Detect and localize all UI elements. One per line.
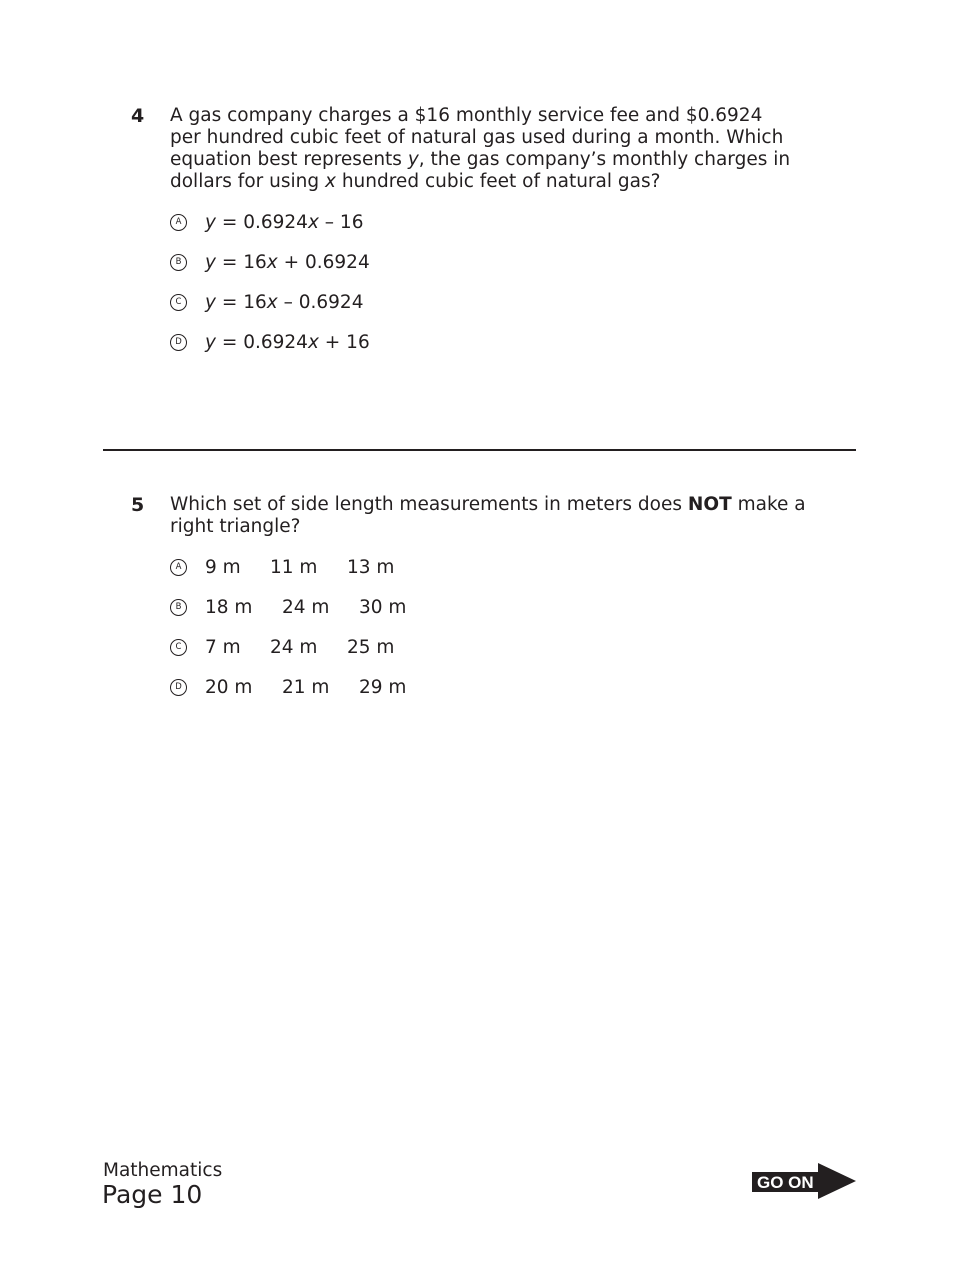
side-length-2: 21 m <box>282 676 330 698</box>
option-equation <box>205 332 370 353</box>
answer-option-4c[interactable] <box>170 291 363 313</box>
equation-part: – 0.6924 <box>277 291 364 313</box>
stem-text: make a <box>731 494 806 515</box>
stem-line <box>170 149 790 171</box>
question-stem <box>170 494 806 538</box>
option-equation <box>205 252 370 273</box>
variable-x: x <box>307 211 319 233</box>
answer-option-5a[interactable] <box>170 556 394 578</box>
variable-y: y <box>205 211 216 233</box>
stem-line: A gas company charges a $16 monthly service fee and $0.6924 <box>170 105 763 126</box>
answer-option-5c[interactable] <box>170 636 394 658</box>
equation-part: + 16 <box>318 331 370 353</box>
side-length-3: 25 m <box>347 636 395 658</box>
option-equation <box>205 292 363 313</box>
option-text <box>205 557 394 578</box>
footer-subject: Mathematics <box>103 1160 223 1181</box>
answer-bubble[interactable]: B <box>170 599 187 616</box>
variable-y: y <box>205 291 216 313</box>
answer-option-4d[interactable] <box>170 331 370 353</box>
question-number: 5 <box>131 494 145 516</box>
question-number: 4 <box>131 105 145 127</box>
equation-part: + 0.6924 <box>277 251 370 273</box>
stem-line: per hundred cubic feet of natural gas used during a month. Which <box>170 127 784 148</box>
variable-x: x <box>307 331 319 353</box>
equation-part: = 0.6924 <box>215 211 308 233</box>
stem-line <box>170 171 790 193</box>
stem-text: , the gas company’s monthly charges in <box>418 149 791 170</box>
answer-bubble[interactable]: A <box>170 214 187 231</box>
equation-part: = 16 <box>215 251 267 273</box>
side-length-3: 30 m <box>359 596 407 618</box>
variable-x: x <box>266 251 278 273</box>
side-length-2: 24 m <box>282 596 330 618</box>
answer-option-5d[interactable] <box>170 676 406 698</box>
question-stem <box>170 105 790 193</box>
section-divider <box>103 449 856 451</box>
side-length-1: 20 m <box>205 676 253 698</box>
side-length-2: 24 m <box>270 636 318 658</box>
option-text <box>205 597 406 618</box>
answer-bubble[interactable]: A <box>170 559 187 576</box>
stem-text: Which set of side length measurements in meters does <box>170 494 688 515</box>
answer-option-4b[interactable] <box>170 251 370 273</box>
option-equation <box>205 212 363 233</box>
go-on-button[interactable] <box>752 1163 856 1199</box>
answer-bubble[interactable]: B <box>170 254 187 271</box>
side-length-3: 29 m <box>359 676 407 698</box>
answer-bubble[interactable]: D <box>170 334 187 351</box>
answer-bubble[interactable]: C <box>170 639 187 656</box>
variable-x: x <box>324 171 336 192</box>
equation-part: = 0.6924 <box>215 331 308 353</box>
side-length-1: 9 m <box>205 556 241 578</box>
stem-text: equation best represents <box>170 149 408 170</box>
option-text <box>205 677 406 698</box>
emphasis-not: NOT <box>687 494 732 515</box>
go-on-arrow-icon <box>752 1163 856 1199</box>
variable-y: y <box>205 331 216 353</box>
side-length-3: 13 m <box>347 556 395 578</box>
go-on-label: GO ON <box>757 1173 814 1192</box>
stem-line <box>170 494 806 516</box>
equation-part: = 16 <box>215 291 267 313</box>
stem-text: hundred cubic feet of natural gas? <box>335 171 661 192</box>
equation-part: – 16 <box>318 211 364 233</box>
stem-text: dollars for using <box>170 171 325 192</box>
side-length-1: 7 m <box>205 636 241 658</box>
variable-x: x <box>266 291 278 313</box>
answer-option-4a[interactable] <box>170 211 363 233</box>
option-text <box>205 637 394 658</box>
side-length-1: 18 m <box>205 596 253 618</box>
side-length-2: 11 m <box>270 556 318 578</box>
answer-bubble[interactable]: C <box>170 294 187 311</box>
arrow-head <box>818 1163 856 1199</box>
variable-y: y <box>407 149 419 170</box>
variable-y: y <box>205 251 216 273</box>
stem-line: right triangle? <box>170 516 301 537</box>
answer-bubble[interactable]: D <box>170 679 187 696</box>
page-number: Page 10 <box>102 1180 203 1209</box>
answer-option-5b[interactable] <box>170 596 406 618</box>
